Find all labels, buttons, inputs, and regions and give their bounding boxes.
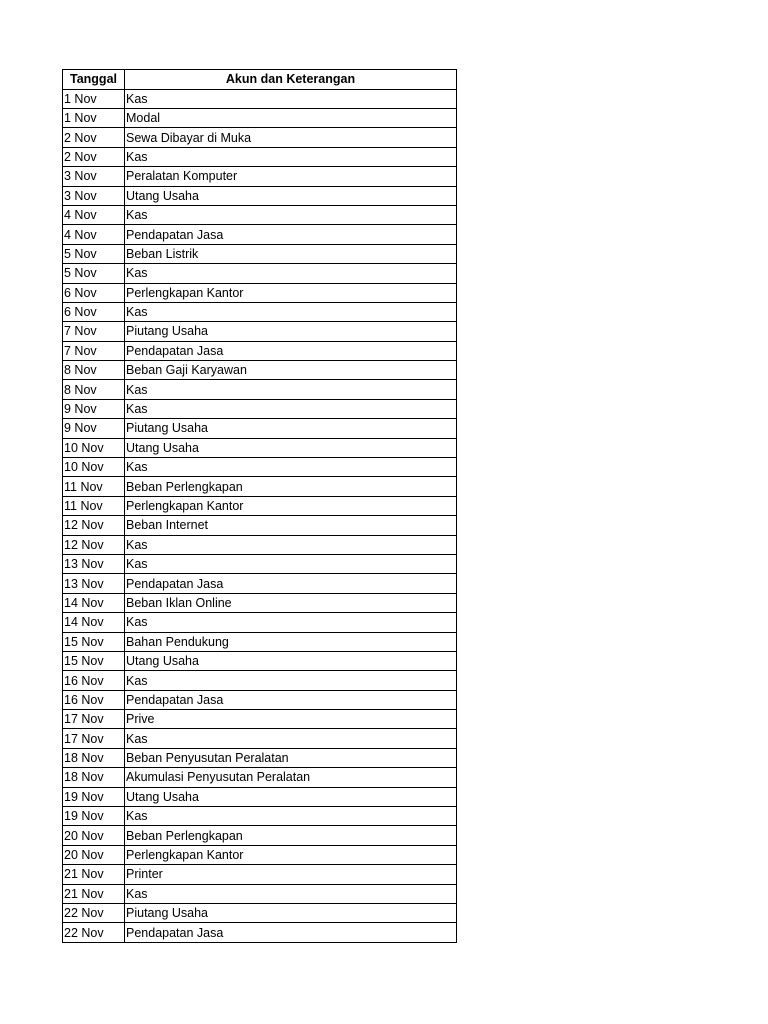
table-row (63, 322, 457, 341)
table-row (63, 768, 457, 787)
column-header-date: Tanggal (63, 70, 125, 90)
table-row (63, 845, 457, 864)
table-row (63, 89, 457, 108)
table-row (63, 302, 457, 321)
column-header-account: Akun dan Keterangan (125, 70, 457, 90)
table-row (63, 807, 457, 826)
account-cell: Kas (125, 399, 457, 418)
table-row (63, 186, 457, 205)
table-row (63, 671, 457, 690)
table-row (63, 341, 457, 360)
account-cell: Beban Gaji Karyawan (125, 361, 457, 380)
account-cell: Beban Iklan Online (125, 593, 457, 612)
table-row (63, 787, 457, 806)
account-cell: Perlengkapan Kantor (125, 496, 457, 515)
account-cell: Pendapatan Jasa (125, 690, 457, 709)
date-cell: 21 Nov (63, 884, 125, 903)
account-cell: Kas (125, 302, 457, 321)
account-cell: Sewa Dibayar di Muka (125, 128, 457, 147)
table-row (63, 516, 457, 535)
date-cell: 20 Nov (63, 826, 125, 845)
account-cell: Kas (125, 458, 457, 477)
account-cell: Peralatan Komputer (125, 167, 457, 186)
table-row (63, 205, 457, 224)
date-cell: 11 Nov (63, 496, 125, 515)
account-cell: Kas (125, 554, 457, 573)
table-row (63, 884, 457, 903)
account-cell: Printer (125, 865, 457, 884)
account-cell: Perlengkapan Kantor (125, 845, 457, 864)
table-body (63, 89, 457, 942)
account-cell: Beban Perlengkapan (125, 477, 457, 496)
table-row (63, 419, 457, 438)
account-cell: Pendapatan Jasa (125, 225, 457, 244)
account-cell: Kas (125, 671, 457, 690)
account-cell: Pendapatan Jasa (125, 574, 457, 593)
account-cell: Pendapatan Jasa (125, 341, 457, 360)
table-row (63, 225, 457, 244)
table-row (63, 554, 457, 573)
date-cell: 10 Nov (63, 458, 125, 477)
date-cell: 17 Nov (63, 729, 125, 748)
table-row (63, 399, 457, 418)
account-cell: Kas (125, 89, 457, 108)
date-cell: 6 Nov (63, 302, 125, 321)
table-row (63, 380, 457, 399)
table-row (63, 690, 457, 709)
table-row (63, 748, 457, 767)
account-cell: Modal (125, 108, 457, 127)
date-cell: 1 Nov (63, 108, 125, 127)
account-cell: Kas (125, 147, 457, 166)
table-row (63, 651, 457, 670)
table-row (63, 361, 457, 380)
table-row (63, 264, 457, 283)
table-row (63, 593, 457, 612)
table-row (63, 244, 457, 263)
table-row (63, 826, 457, 845)
date-cell: 21 Nov (63, 865, 125, 884)
date-cell: 3 Nov (63, 186, 125, 205)
table-row (63, 729, 457, 748)
table-row (63, 535, 457, 554)
date-cell: 3 Nov (63, 167, 125, 186)
date-cell: 14 Nov (63, 613, 125, 632)
date-cell: 2 Nov (63, 128, 125, 147)
table-row (63, 632, 457, 651)
account-cell: Kas (125, 264, 457, 283)
account-cell: Piutang Usaha (125, 419, 457, 438)
date-cell: 20 Nov (63, 845, 125, 864)
account-cell: Bahan Pendukung (125, 632, 457, 651)
date-cell: 15 Nov (63, 632, 125, 651)
date-cell: 13 Nov (63, 574, 125, 593)
account-cell: Piutang Usaha (125, 322, 457, 341)
account-cell: Kas (125, 535, 457, 554)
account-cell: Beban Listrik (125, 244, 457, 263)
account-cell: Kas (125, 380, 457, 399)
table-row (63, 128, 457, 147)
date-cell: 7 Nov (63, 341, 125, 360)
account-cell: Pendapatan Jasa (125, 923, 457, 942)
date-cell: 22 Nov (63, 923, 125, 942)
date-cell: 9 Nov (63, 419, 125, 438)
table-row (63, 458, 457, 477)
date-cell: 22 Nov (63, 904, 125, 923)
table-row (63, 710, 457, 729)
account-cell: Utang Usaha (125, 787, 457, 806)
date-cell: 10 Nov (63, 438, 125, 457)
date-cell: 19 Nov (63, 807, 125, 826)
account-cell: Perlengkapan Kantor (125, 283, 457, 302)
date-cell: 8 Nov (63, 380, 125, 399)
account-cell: Akumulasi Penyusutan Peralatan (125, 768, 457, 787)
date-cell: 12 Nov (63, 516, 125, 535)
date-cell: 17 Nov (63, 710, 125, 729)
journal-table (62, 69, 457, 943)
date-cell: 4 Nov (63, 205, 125, 224)
account-cell: Beban Perlengkapan (125, 826, 457, 845)
table-row (63, 283, 457, 302)
account-cell: Kas (125, 205, 457, 224)
table-row (63, 923, 457, 942)
date-cell: 9 Nov (63, 399, 125, 418)
date-cell: 1 Nov (63, 89, 125, 108)
date-cell: 11 Nov (63, 477, 125, 496)
date-cell: 6 Nov (63, 283, 125, 302)
table-row (63, 147, 457, 166)
account-cell: Utang Usaha (125, 438, 457, 457)
date-cell: 18 Nov (63, 748, 125, 767)
date-cell: 7 Nov (63, 322, 125, 341)
date-cell: 12 Nov (63, 535, 125, 554)
date-cell: 19 Nov (63, 787, 125, 806)
table-row (63, 438, 457, 457)
table-row (63, 865, 457, 884)
account-cell: Utang Usaha (125, 186, 457, 205)
journal-sheet (62, 69, 457, 943)
account-cell: Kas (125, 807, 457, 826)
account-cell: Piutang Usaha (125, 904, 457, 923)
date-cell: 5 Nov (63, 244, 125, 263)
date-cell: 5 Nov (63, 264, 125, 283)
table-row (63, 477, 457, 496)
date-cell: 18 Nov (63, 768, 125, 787)
date-cell: 16 Nov (63, 671, 125, 690)
account-cell: Kas (125, 729, 457, 748)
date-cell: 4 Nov (63, 225, 125, 244)
account-cell: Utang Usaha (125, 651, 457, 670)
table-row (63, 613, 457, 632)
table-row (63, 574, 457, 593)
account-cell: Prive (125, 710, 457, 729)
account-cell: Beban Penyusutan Peralatan (125, 748, 457, 767)
date-cell: 15 Nov (63, 651, 125, 670)
account-cell: Kas (125, 884, 457, 903)
table-row (63, 496, 457, 515)
date-cell: 8 Nov (63, 361, 125, 380)
table-row (63, 108, 457, 127)
date-cell: 16 Nov (63, 690, 125, 709)
date-cell: 13 Nov (63, 554, 125, 573)
date-cell: 2 Nov (63, 147, 125, 166)
table-row (63, 167, 457, 186)
table-header-row (63, 70, 457, 90)
account-cell: Kas (125, 613, 457, 632)
table-row (63, 904, 457, 923)
account-cell: Beban Internet (125, 516, 457, 535)
date-cell: 14 Nov (63, 593, 125, 612)
